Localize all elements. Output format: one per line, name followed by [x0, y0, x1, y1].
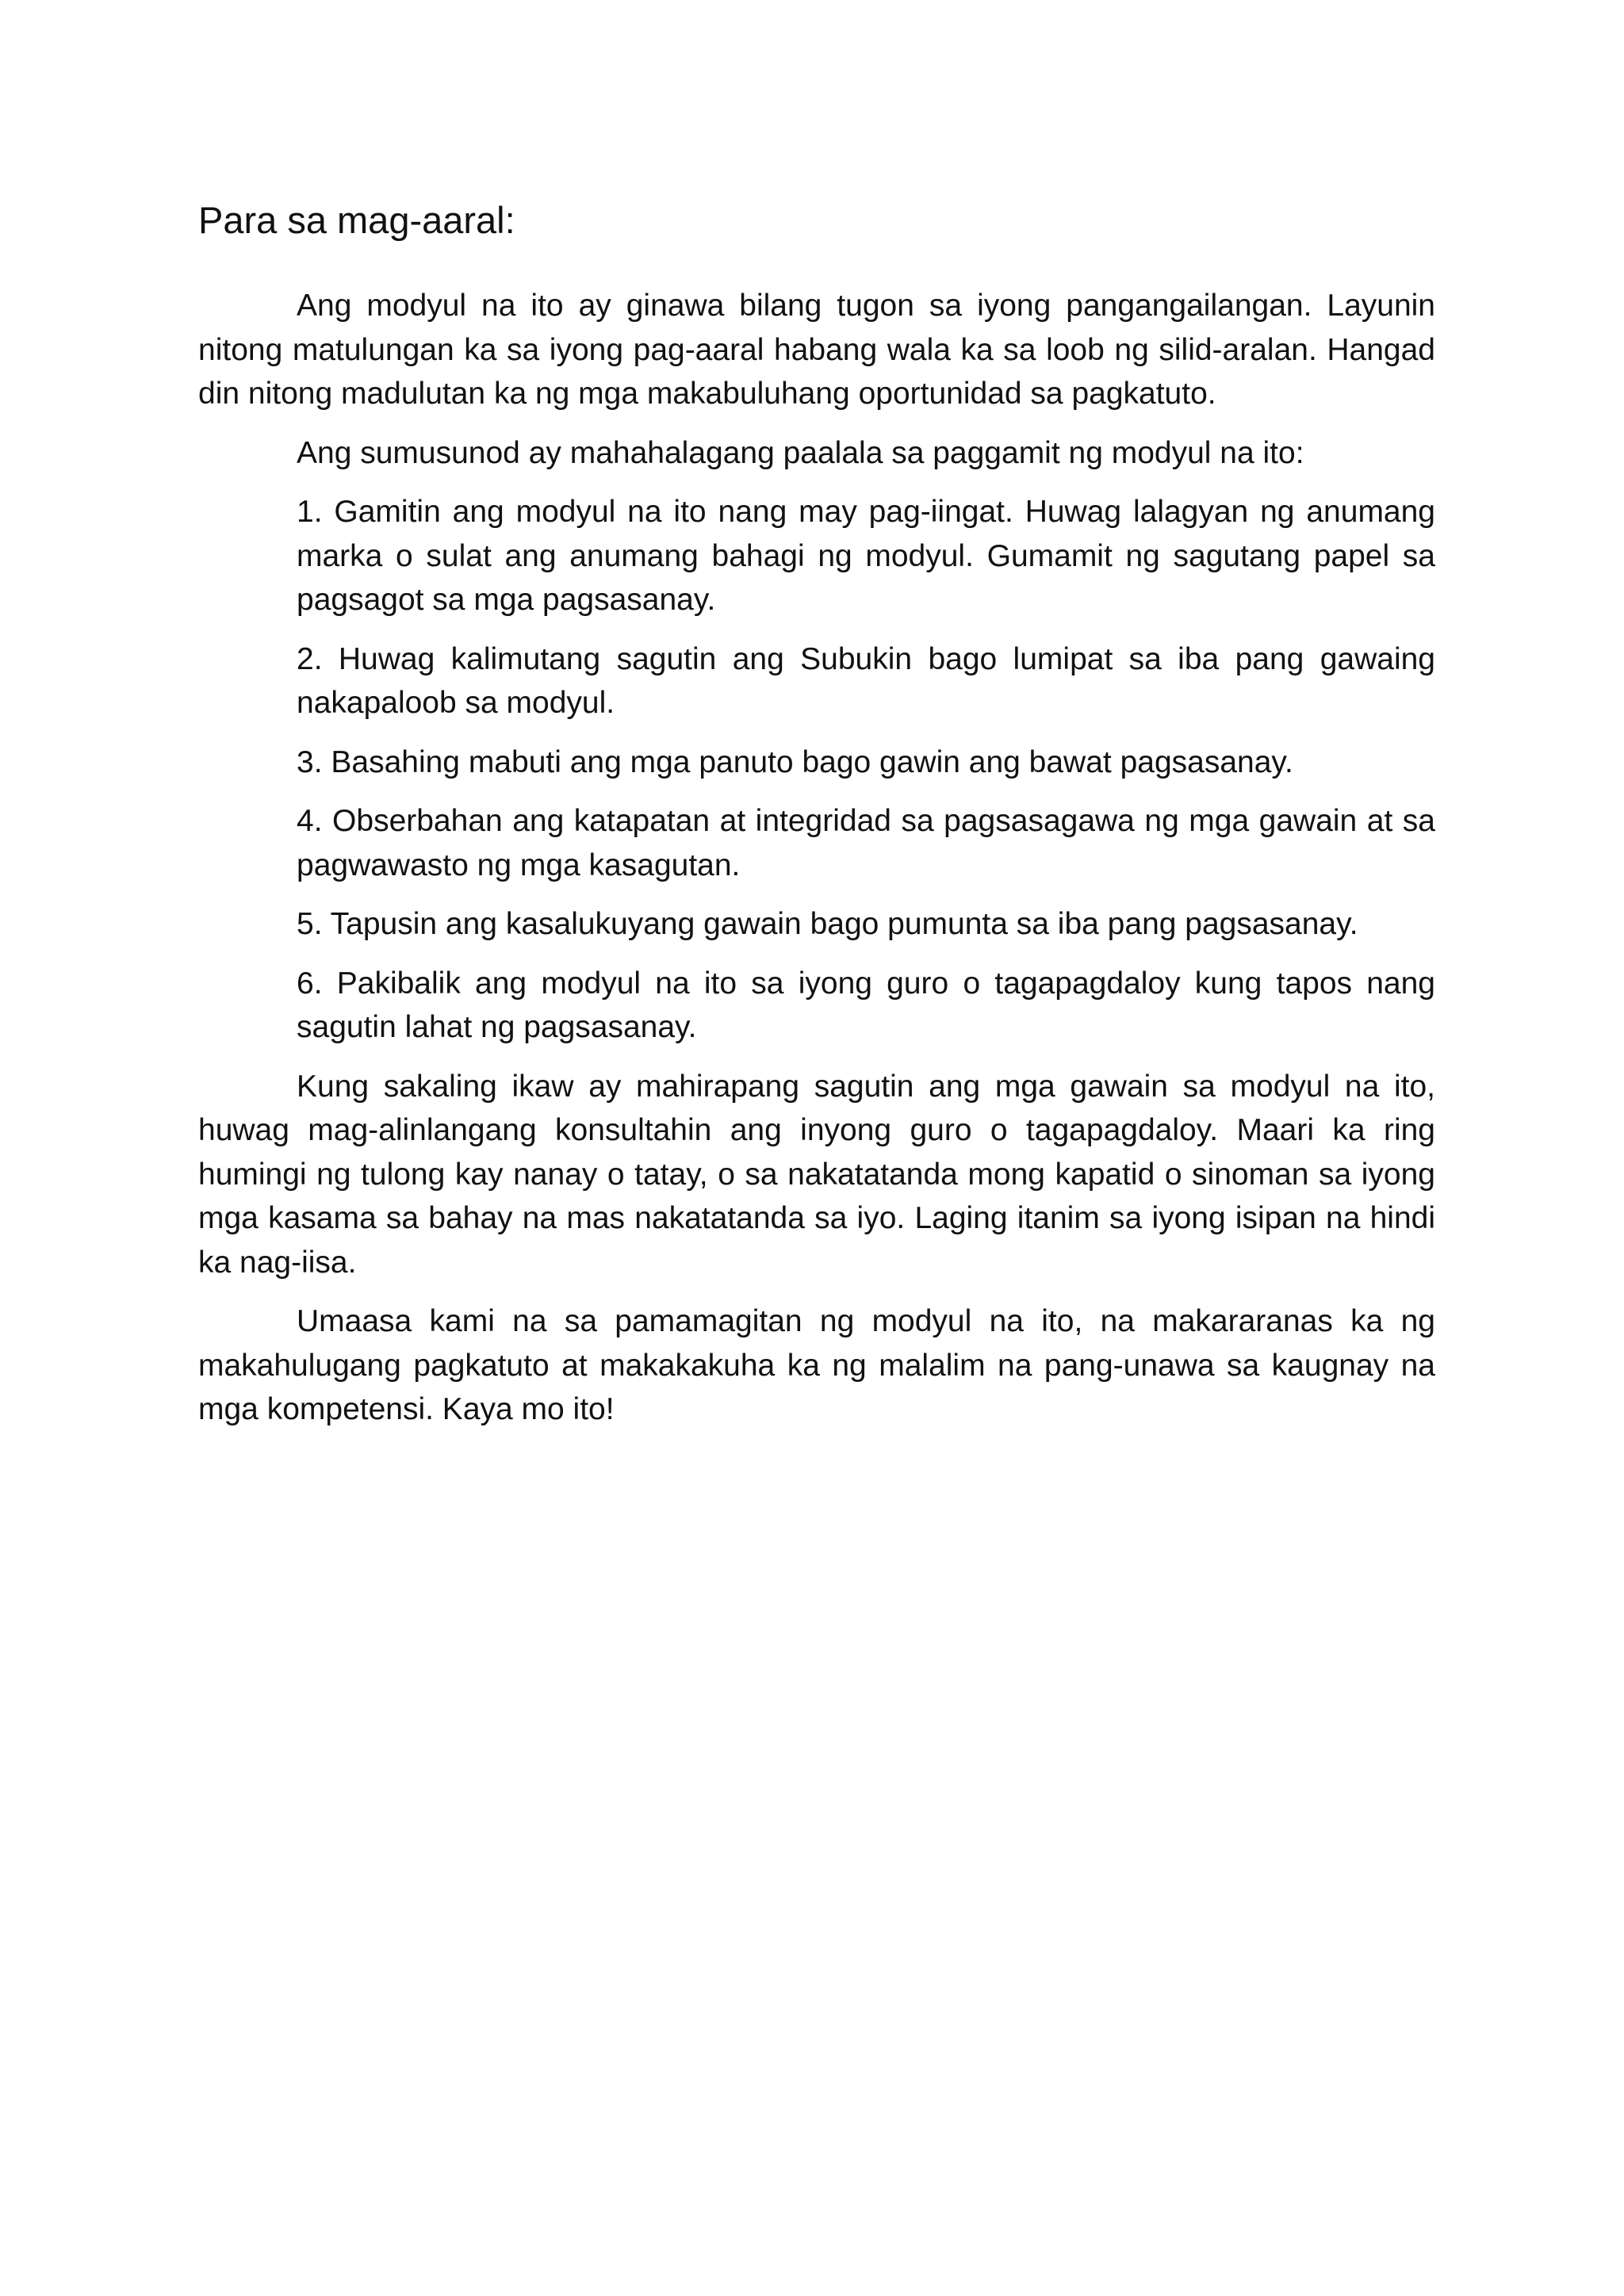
reminder-item-3: 3. Basahing mabuti ang mga panuto bago gawin ang bawat pagsasanay.: [297, 744, 1293, 779]
help-paragraph: Kung sakaling ikaw ay mahirapang sagutin ang mga gawain sa modyul na ito, huwag mag-alinlangang konsultahin ang inyong guro o tagapagdaloy. Maari ka ring humingi ng tulong kay nanay o tatay, o sa nakatatanda mong kapatid o sinoman sa iyong mga kasama sa bahay na mas nakatatanda sa iyo. Laging itanim sa iyong isipan na hindi ka nag-iisa.: [198, 1069, 1435, 1280]
reminder-item-2: 2. Huwag kalimutang sagutin ang Subukin bago lumipat sa iba pang gawaing nakapaloob sa modyul.: [297, 641, 1435, 720]
page-heading: Para sa mag-aaral:: [198, 199, 515, 241]
reminders-lead-paragraph: Ang sumusunod ay mahahalagang paalala sa paggamit ng modyul na ito:: [297, 435, 1304, 470]
reminder-item-5: 5. Tapusin ang kasalukuyang gawain bago pumunta sa iba pang pagsasanay.: [297, 907, 1358, 941]
reminders-list: [198, 490, 1435, 1050]
closing-paragraph: Umaasa kami na sa pamamagitan ng modyul na ito, na makararanas ka ng makahulugang pagkatuto at makakakuha ka ng malalim na pang-unawa sa kaugnay na mga kompetensi. Kaya mo ito!: [198, 1304, 1435, 1426]
document-page: [198, 197, 1435, 1447]
reminder-item-4: 4. Obserbahan ang katapatan at integridad sa pagsasagawa ng mga gawain at sa pagwawasto ng mga kasagutan.: [297, 804, 1435, 882]
reminder-item-6: 6. Pakibalik ang modyul na ito sa iyong guro o tagapagdaloy kung tapos nang sagutin lahat ng pagsasanay.: [297, 966, 1435, 1044]
reminder-item-1: 1. Gamitin ang modyul na ito nang may pag-iingat. Huwag lalagyan ng anumang marka o sulat ang anumang bahagi ng modyul. Gumamit ng sagutang papel sa pagsagot sa mga pagsasanay.: [297, 495, 1435, 617]
intro-paragraph: Ang modyul na ito ay ginawa bilang tugon sa iyong pangangailangan. Layunin nitong matulungan ka sa iyong pag-aaral habang wala ka sa loob ng silid-aralan. Hangad din nitong madulutan ka ng mga makabuluhang oportunidad sa pagkatuto.: [198, 289, 1435, 411]
